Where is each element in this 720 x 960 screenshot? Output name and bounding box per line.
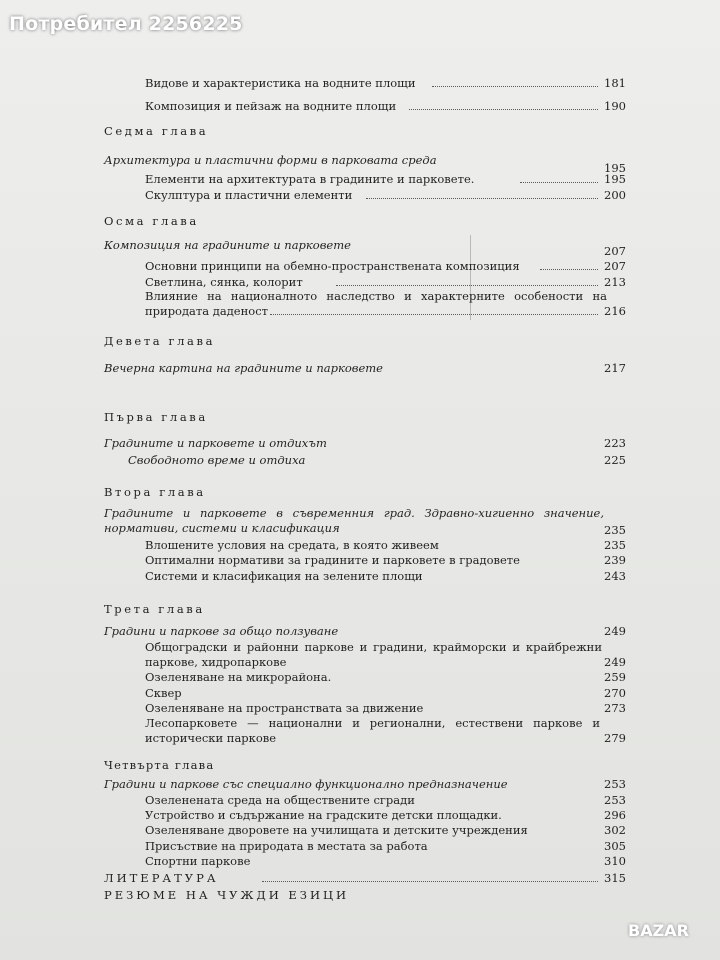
toc-entry-page: 249 (604, 655, 626, 669)
toc-entry-page: 310 (604, 854, 626, 868)
toc-entry (0, 640, 720, 672)
dot-leader (270, 312, 598, 315)
toc-chapter-title-text: Градини и паркове със специално функционално предназначение (104, 777, 508, 791)
toc-entry-page: 190 (604, 99, 626, 113)
toc-entry-title: Светлина, сянка, колорит (145, 275, 303, 289)
toc-entry-title: Елементи на архитектурата в градините и парковете. (145, 172, 475, 186)
chapter-heading: Седма глава (104, 124, 209, 138)
toc-entry-title: Общоградски и районни паркове и градини, крайморски и крайбрежни паркове, хидропаркове (145, 640, 602, 669)
toc-chapter-title-text: Градини и паркове за общо ползуване (104, 624, 339, 638)
toc-entry-title: Оптимални нормативи за градините и парковете в градовете (145, 553, 520, 567)
toc-entry-page: 225 (604, 453, 626, 467)
dot-leader (520, 180, 598, 183)
toc-entry-page: 273 (604, 701, 626, 715)
toc-chapter-page: 207 (604, 244, 626, 258)
toc-entry-page: 207 (604, 259, 626, 273)
chapter-heading: Втора глава (104, 485, 206, 499)
toc-entry-title: Присъствие на природата в местата за работа (145, 839, 428, 853)
chapter-heading: Трета глава (104, 602, 205, 616)
toc-entry-page: 302 (604, 823, 626, 837)
toc-chapter-page: 223 (604, 436, 626, 450)
toc-entry-title: Озеленяване дворовете на училищата и детските учреждения (145, 823, 528, 837)
toc-chapter-title-text: Композиция на градините и парковете (104, 238, 351, 252)
toc-entry-page: 213 (604, 275, 626, 289)
toc-entry-page: 259 (604, 670, 626, 684)
chapter-heading: Четвърта глава (104, 758, 215, 772)
toc-chapter-page: 249 (604, 624, 626, 638)
toc-chapter-page: 253 (604, 777, 626, 791)
toc-entry-title: Композиция и пейзаж на водните площи (145, 99, 397, 113)
toc-entry-page: 200 (604, 188, 626, 202)
toc-chapter-page: 235 (604, 523, 626, 537)
toc-entry-page: 195 (604, 172, 626, 186)
toc-chapter-title-text: Градините и парковете и отдихът (104, 436, 327, 450)
toc-entry-title: Видове и характеристика на водните площи (145, 76, 416, 90)
dot-leader (540, 267, 598, 270)
toc-entry-title: Спортни паркове (145, 854, 251, 868)
toc-entry-page: 216 (604, 304, 626, 318)
toc-chapter-page: 195 (604, 161, 626, 175)
uploader-watermark: Потребител 2256225 (9, 13, 243, 35)
dot-leader (409, 107, 598, 110)
toc-chapter-page: 217 (604, 361, 626, 375)
toc-entry-title: Свободното време и отдиха (128, 453, 306, 467)
toc-entry-page: 279 (604, 731, 626, 745)
foreign-summary-title: РЕЗЮМЕ НА ЧУЖДИ ЕЗИЦИ (104, 888, 350, 902)
dot-leader (366, 196, 598, 199)
toc-entry-title: Озеленяване на пространствата за движение (145, 701, 424, 715)
toc-entry-title: Скулптура и пластични елементи (145, 188, 353, 202)
bazar-logo: BAZAR (628, 921, 689, 940)
toc-entry-title: Влияние на националното наследство и характерните особености на природата даденост (145, 289, 607, 318)
toc-entry-page: 305 (604, 839, 626, 853)
toc-entry-title: Сквер (145, 686, 182, 700)
toc-chapter-title-text: Вечерна картина на градините и парковете (104, 361, 383, 375)
toc-entry-page: 235 (604, 538, 626, 552)
toc-entry-title: Озеленяване на микрорайона. (145, 670, 332, 684)
literature-title: ЛИТЕРАТУРА (104, 871, 219, 885)
toc-entry-page: 253 (604, 793, 626, 807)
dot-leader (262, 879, 598, 882)
toc-entry-title: Устройство и съдържание на градските детски площадки. (145, 808, 502, 822)
dot-leader (432, 84, 598, 87)
toc-entry (0, 289, 720, 321)
toc-entry-page: 181 (604, 76, 626, 90)
literature-page: 315 (604, 871, 626, 885)
toc-chapter-title-text: Архитектура и пластични форми в парковата среда (104, 153, 437, 167)
toc-entry-page: 270 (604, 686, 626, 700)
chapter-heading: Девета глава (104, 334, 216, 348)
dot-leader (336, 283, 598, 286)
toc-entry (0, 716, 720, 748)
toc-entry-title: Лесопарковете — национални и регионални, естествени паркове и исторически паркове (145, 716, 600, 745)
chapter-heading: Осма глава (104, 214, 199, 228)
toc-entry-title: Влошените условия на средата, в която живеем (145, 538, 439, 552)
toc-entry-page: 243 (604, 569, 626, 583)
toc-entry-page: 239 (604, 553, 626, 567)
toc-entry-title: Озеленената среда на обществените сгради (145, 793, 415, 807)
toc-entry-title: Основни принципи на обемно-пространствената композиция (145, 259, 520, 273)
toc-entry-page: 296 (604, 808, 626, 822)
toc-chapter-title-text: Градините и парковете в съвременния град. Здравно-хигиенно значение, нормативи, системи и класификация (104, 506, 604, 535)
chapter-heading: Първа глава (104, 410, 208, 424)
toc-entry-title: Системи и класификация на зелените площи (145, 569, 423, 583)
